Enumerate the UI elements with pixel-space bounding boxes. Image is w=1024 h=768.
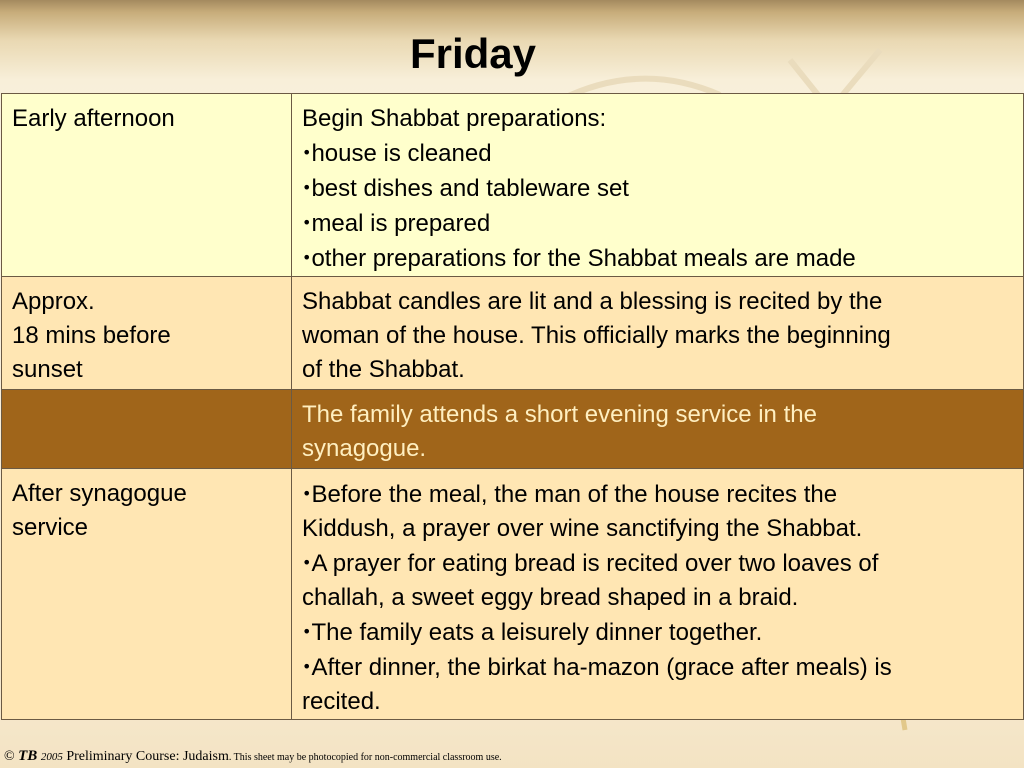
activity-line: •Before the meal, the man of the house recites the — [302, 481, 838, 508]
bullet-icon: • — [302, 213, 312, 232]
activity-line: of the Shabbat. — [302, 356, 465, 383]
activity-line: •meal is prepared — [302, 210, 491, 237]
time-cell — [2, 94, 292, 277]
activity-line: •best dishes and tableware set — [302, 175, 629, 202]
time-line: Approx. — [12, 288, 95, 315]
page-title: Friday — [409, 30, 537, 77]
bullet-icon: • — [302, 178, 312, 197]
time-cell — [2, 277, 292, 390]
footer-course: Preliminary Course: Judaism — [66, 749, 229, 764]
bullet-icon: • — [302, 484, 312, 503]
activity-cell — [292, 469, 1024, 720]
publisher-logo: TB — [18, 748, 38, 764]
time-cell — [2, 390, 292, 469]
schedule-table — [1, 93, 1024, 720]
activity-line: woman of the house. This officially marks the beginning — [302, 322, 891, 349]
activity-cell — [292, 94, 1024, 277]
time-line: After synagogue — [12, 480, 187, 507]
time-line: 18 mins before — [12, 322, 171, 349]
activity-line: •After dinner, the birkat ha-mazon (grace after meals) is — [302, 654, 892, 681]
bullet-icon: • — [302, 622, 312, 641]
footer — [4, 748, 502, 765]
footer-year: 2005 — [40, 751, 63, 763]
table-row — [2, 469, 1024, 720]
footer-note: . This sheet may be photocopied for non-commercial classroom use. — [228, 752, 502, 763]
activity-line: •other preparations for the Shabbat meals are made — [302, 245, 856, 272]
activity-line: Begin Shabbat preparations: — [302, 105, 607, 132]
time-line: sunset — [12, 356, 83, 383]
activity-line: Kiddush, a prayer over wine sanctifying the Shabbat. — [302, 515, 863, 542]
bullet-icon: • — [302, 553, 312, 572]
time-cell — [2, 469, 292, 720]
activity-line: •A prayer for eating bread is recited over two loaves of — [302, 550, 879, 577]
activity-line: •house is cleaned — [302, 140, 492, 167]
bullet-icon: • — [302, 248, 312, 267]
activity-line: recited. — [302, 688, 381, 715]
table-row — [2, 277, 1024, 390]
activity-line: synagogue. — [302, 435, 427, 462]
table-row — [2, 390, 1024, 469]
activity-line: challah, a sweet eggy bread shaped in a braid. — [302, 584, 799, 611]
copyright-symbol: © — [4, 749, 15, 764]
bullet-icon: • — [302, 657, 312, 676]
activity-cell — [292, 277, 1024, 390]
time-line: Early afternoon — [12, 105, 175, 132]
activity-line: •The family eats a leisurely dinner together. — [302, 619, 763, 646]
time-line: service — [12, 514, 89, 541]
bullet-icon: • — [302, 143, 312, 162]
activity-line: The family attends a short evening service in the — [302, 401, 817, 428]
table-row — [2, 94, 1024, 277]
activity-cell — [292, 390, 1024, 469]
activity-line: Shabbat candles are lit and a blessing is recited by the — [302, 288, 883, 315]
